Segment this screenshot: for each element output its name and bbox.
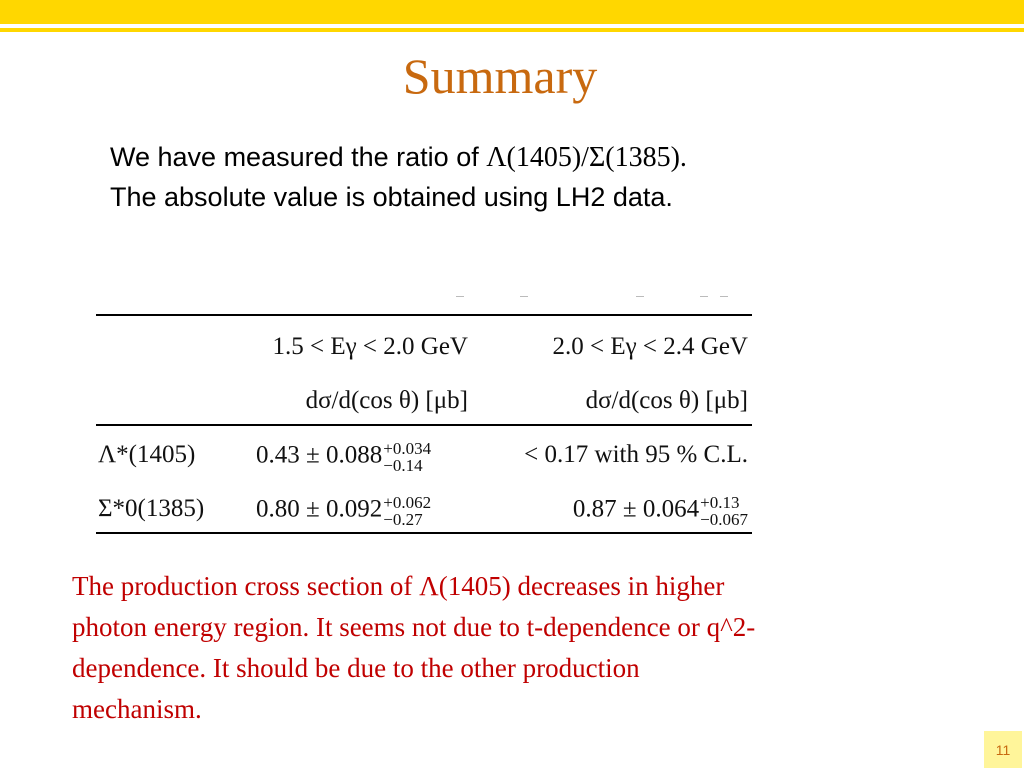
row-sigma-low-sys-down: −0.27 [383,510,423,529]
row-sigma-low-systematic [383,494,431,528]
slide-title: Summary [402,48,598,104]
cross-section-table [96,296,752,540]
row-lambda-low-systematic [383,440,431,474]
conclusion-line-2: photon energy region. It seems not due to t-dependence or q^2- [72,612,756,642]
conclusion-line-1: The production cross section of Λ(1405) decreases in higher [72,571,725,601]
row-sigma-low-number: 0.80 ± 0.092 [256,495,383,523]
row-lambda-particle: Λ*(1405) [98,441,196,468]
header-energy-low: 1.5 < Eγ < 2.0 GeV [272,333,468,360]
row-lambda-low-value [256,440,431,474]
header-unit-low: dσ/d(cos θ) [μb] [305,387,468,414]
conclusion-line-3: dependence. It should be due to the other production [72,653,640,683]
top-accent-line [0,28,1024,32]
ratio-formula: Λ(1405)/Σ(1385). [486,142,687,173]
row-lambda-low-number: 0.43 ± 0.088 [256,441,383,469]
conclusion-text [72,566,972,730]
row-lambda-high-value: < 0.17 with 95 % C.L. [524,441,748,468]
intro-line-1-text: We have measured the ratio of [110,142,487,172]
row-sigma-low-sys-up: +0.062 [383,493,432,512]
row-sigma-high-systematic [700,494,748,528]
intro-line-2: The absolute value is obtained using LH2 data. [110,182,673,212]
row-lambda-low-sys-up: +0.034 [383,439,432,458]
row-sigma-high-value [480,494,748,528]
top-accent-bar [0,0,1024,24]
cropped-table-caption [96,296,752,306]
row-sigma-high-number: 0.87 ± 0.064 [572,495,700,523]
intro-text [110,137,687,217]
row-sigma-low-value [256,494,431,528]
conclusion-line-4: mechanism. [72,694,202,724]
header-unit-high: dσ/d(cos θ) [μb] [585,387,748,414]
page-number: 11 [984,731,1022,768]
header-energy-high: 2.0 < Eγ < 2.4 GeV [552,333,748,360]
table-top-rule [96,314,752,316]
row-sigma-high-sys-down: −0.067 [700,510,748,529]
intro-line-1 [110,137,687,177]
row-sigma-particle: Σ*0(1385) [98,495,205,522]
table-header-rule [96,424,752,426]
row-sigma-high-sys-up: +0.13 [700,493,740,512]
row-lambda-low-sys-down: −0.14 [383,456,423,475]
table-bottom-rule [96,532,752,534]
